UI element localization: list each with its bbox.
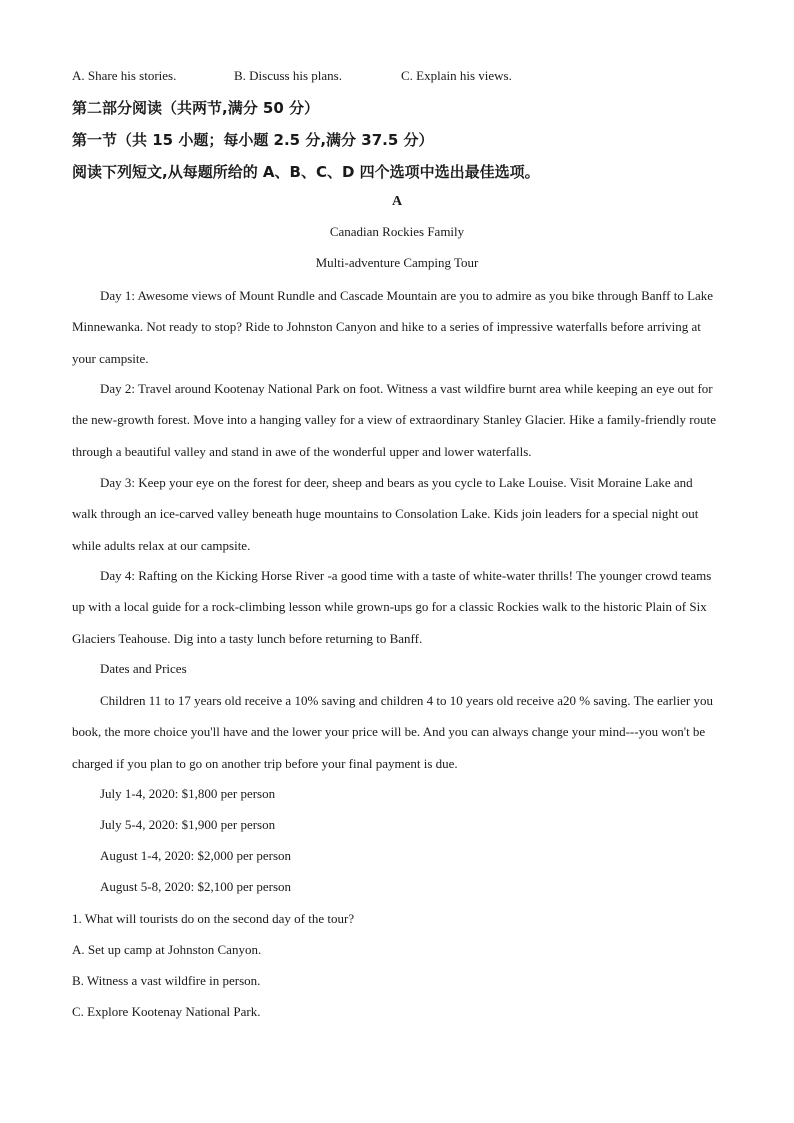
subsection-title: 第一节（共 15 小题；每小题 2.5 分,满分 37.5 分） <box>72 131 434 149</box>
question-1-option-c: C. Explore Kootenay National Park. <box>72 1004 261 1019</box>
dates-heading: Dates and Prices <box>100 661 187 676</box>
passage-title-line1: Canadian Rockies Family <box>329 224 465 239</box>
instruction: 阅读下列短文,从每题所给的 A、B、C、D 四个选项中选出最佳选项。 <box>72 163 540 181</box>
price-item: July 1-4, 2020: $1,800 per person <box>100 786 276 801</box>
price-item: July 5-4, 2020: $1,900 per person <box>100 817 276 832</box>
question-1-option-b: B. Witness a vast wildfire in person. <box>72 973 261 988</box>
passage-title-line2: Multi-adventure Camping Tour <box>315 255 479 270</box>
price-item: August 5-8, 2020: $2,100 per person <box>100 879 292 894</box>
price-item: August 1-4, 2020: $2,000 per person <box>100 848 292 863</box>
day4-paragraph: Day 4: Rafting on the Kicking Horse River -a good time with a taste of white-water thrills! The younger crowd teams up with a local guide for a rock-climbing lesson while grown-ups go for a classic Rockies walk to the historic Plain of Six Glaciers Teahouse. Dig into a tasty lunch before returning to Banff. <box>72 568 712 646</box>
day3-paragraph: Day 3: Keep your eye on the forest for deer, sheep and bears as you cycle to Lake Louise. Visit Moraine Lake and walk through an ice-carved valley beneath huge mountains to Consolation Lake. Kids join leaders for a special night out while adults relax at our campsite. <box>72 475 699 553</box>
pricing-note: Children 11 to 17 years old receive a 10% saving and children 4 to 10 years old receive a20 % saving. The earlier you book, the more choice you'll have and the lower your price will be. And you can always change your mind---you won't be charged if you plan to go on another trip before your final payment is due. <box>72 693 713 771</box>
passage-label: A <box>391 194 403 209</box>
section-title: 第二部分阅读（共两节,满分 50 分） <box>72 99 320 117</box>
option-c: C. Explain his views. <box>401 68 512 83</box>
day1-paragraph: Day 1: Awesome views of Mount Rundle and Cascade Mountain are you to admire as you bike through Banff to Lake Minnewanka. Not ready to stop? Ride to Johnston Canyon and hike to a series of impressive waterfalls before arriving at your campsite. <box>72 288 714 366</box>
question-1-stem: 1. What will tourists do on the second day of the tour? <box>72 911 355 926</box>
option-b: B. Discuss his plans. <box>234 68 342 83</box>
question-1-option-a: A. Set up camp at Johnston Canyon. <box>72 942 262 957</box>
day2-paragraph: Day 2: Travel around Kootenay National Park on foot. Witness a vast wildfire burnt area while keeping an eye out for the new-growth forest. Move into a hanging valley for a view of extraordinary Stanley Glacier. Hike a family-friendly route through a beautiful valley and stand in awe of the wonderful upper and lower waterfalls. <box>72 381 717 459</box>
option-a: A. Share his stories. <box>72 68 177 83</box>
